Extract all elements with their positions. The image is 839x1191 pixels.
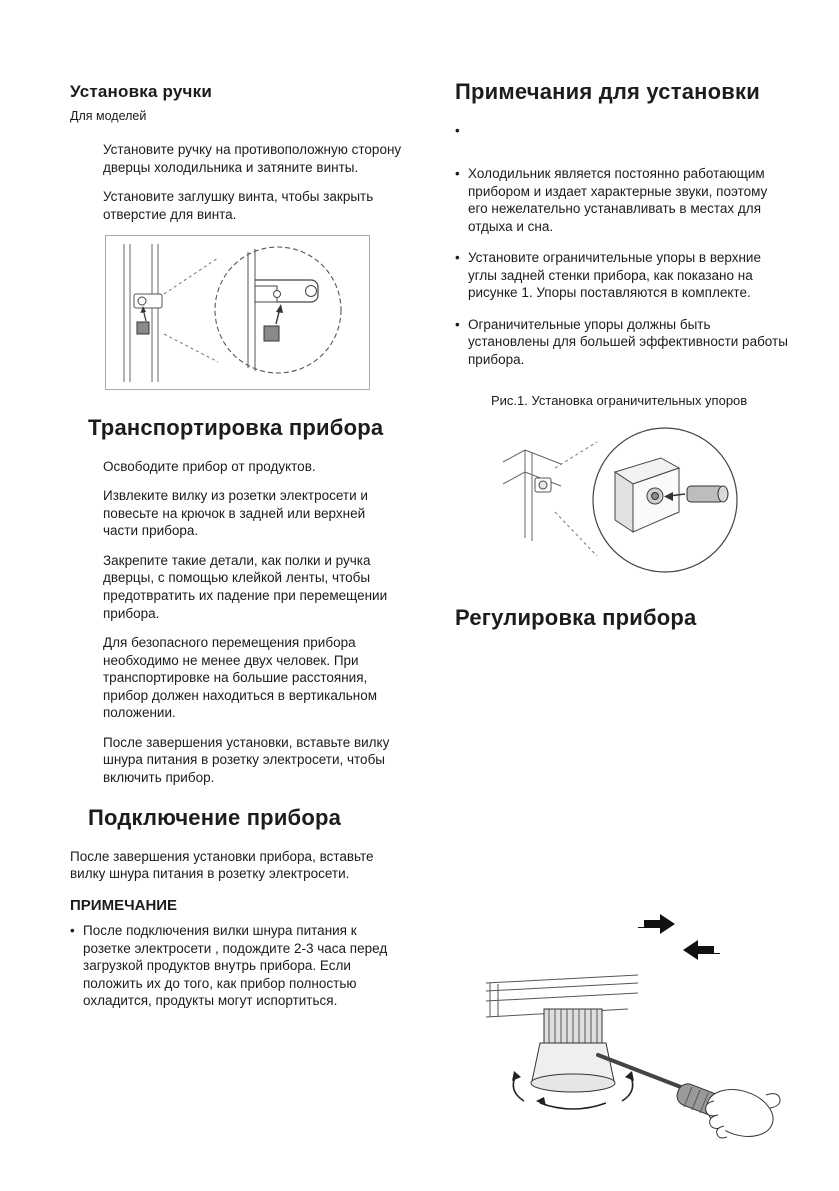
hand: [701, 1082, 780, 1145]
section-adjustment: [455, 604, 800, 632]
handle-section-subtitle: Для моделей: [70, 109, 147, 123]
connection-section-title: Подключение прибора: [88, 805, 342, 831]
leveling-foot-illustration: [478, 905, 798, 1165]
section-install-notes: [455, 78, 800, 590]
handle-paragraph: Установите ручку на противоположную сторону дверцы холодильника и затяните винты.: [103, 142, 402, 175]
section-transport: [70, 414, 410, 786]
spacer-installation-illustration: [465, 420, 775, 590]
bullet-marker: •: [70, 923, 75, 939]
install-note-text: Ограничительные упоры должны быть установлены для большей эффективности работы прибора.: [468, 316, 788, 367]
spacer-installation-figure: [465, 420, 775, 590]
figure1-caption: Рис.1. Установка ограничительных упоров: [491, 392, 748, 408]
fridge-corner-small: [503, 450, 561, 541]
install-note-text: Холодильник является постоянно работающим прибором и издает характерные звуки, поэтому его нежелательно устанавливать в местах для отдыха и сна.: [468, 166, 768, 234]
install-note-item: [455, 165, 800, 235]
install-notes-title: Примечания для установки: [455, 79, 760, 104]
bullet-marker: •: [455, 122, 460, 138]
handle-zoomed: [255, 280, 318, 302]
leveling-foot-figure: [478, 905, 798, 1165]
right-column: [455, 78, 800, 631]
magnifier-circle: [215, 247, 341, 373]
section-connection: [70, 804, 410, 1009]
install-note-item: [455, 249, 800, 302]
bullet-marker: •: [455, 166, 460, 182]
rotate-right-icon: [638, 914, 675, 934]
bullet-marker: •: [455, 316, 460, 332]
install-note-item: [455, 316, 800, 369]
note-title: ПРИМЕЧАНИЕ: [70, 897, 178, 915]
handle-installation-illustration: [106, 236, 369, 389]
transport-paragraph: Освободите прибор от продуктов.: [103, 458, 316, 474]
transport-paragraph: Для безопасного перемещения прибора необходимо не менее двух человек. При транспортировке на большие расстояния, прибор должен находиться в вертикальном положении.: [103, 635, 378, 721]
note-item: [70, 922, 410, 1010]
bullet-marker: •: [455, 250, 460, 266]
handle-installation-figure: [105, 235, 370, 390]
handle-paragraph: Установите заглушку винта, чтобы закрыть отверстие для винта.: [103, 189, 374, 222]
install-note-item: [455, 122, 800, 140]
rotate-left-icon: [683, 940, 720, 960]
section-handle-installation: [70, 82, 410, 390]
transport-section-title: Транспортировка прибора: [88, 415, 384, 441]
magnifier-circle: [593, 428, 737, 572]
transport-paragraph: Закрепите такие детали, как полки и ручка дверцы, с помощью клейкой ленты, чтобы предотвратить их падение при перемещении прибора.: [103, 552, 388, 621]
screw-cap-small: [137, 306, 149, 334]
connection-paragraph: После завершения установки прибора, вставьте вилку шнура питания в розетку электросети.: [70, 848, 374, 882]
install-note-text: Установите ограничительные упоры в верхние углы задней стенки прибора, как показано на рисунке 1. Упоры поставляются в комплекте.: [468, 250, 761, 301]
leveling-foot: [531, 1009, 615, 1092]
left-column: [70, 82, 410, 1024]
magnifier-connectors: [164, 258, 218, 362]
handle-section-title: Установка ручки: [70, 82, 212, 101]
door-edge-lines: [124, 244, 158, 382]
handle-base-small: [134, 294, 162, 308]
adjustment-section-title: Регулировка прибора: [455, 604, 697, 630]
note-item-text: После подключения вилки шнура питания к розетке электросети , подождите 2-3 часа перед загрузкой продуктов внутрь прибора. Если положить их до того, как прибор полностью охладится, продукты могут испортиться.: [83, 923, 388, 1009]
install-note-text: [468, 122, 788, 140]
note-list: [70, 922, 410, 1010]
transport-paragraph: После завершения установки, вставьте вилку шнура питания в розетку электросети, чтобы включить прибор.: [103, 734, 390, 785]
magnifier-connectors: [555, 442, 597, 556]
transport-paragraph: Извлеките вилку из розетки электросети и повесьте на крючок в задней или верхней части прибора.: [103, 488, 368, 539]
